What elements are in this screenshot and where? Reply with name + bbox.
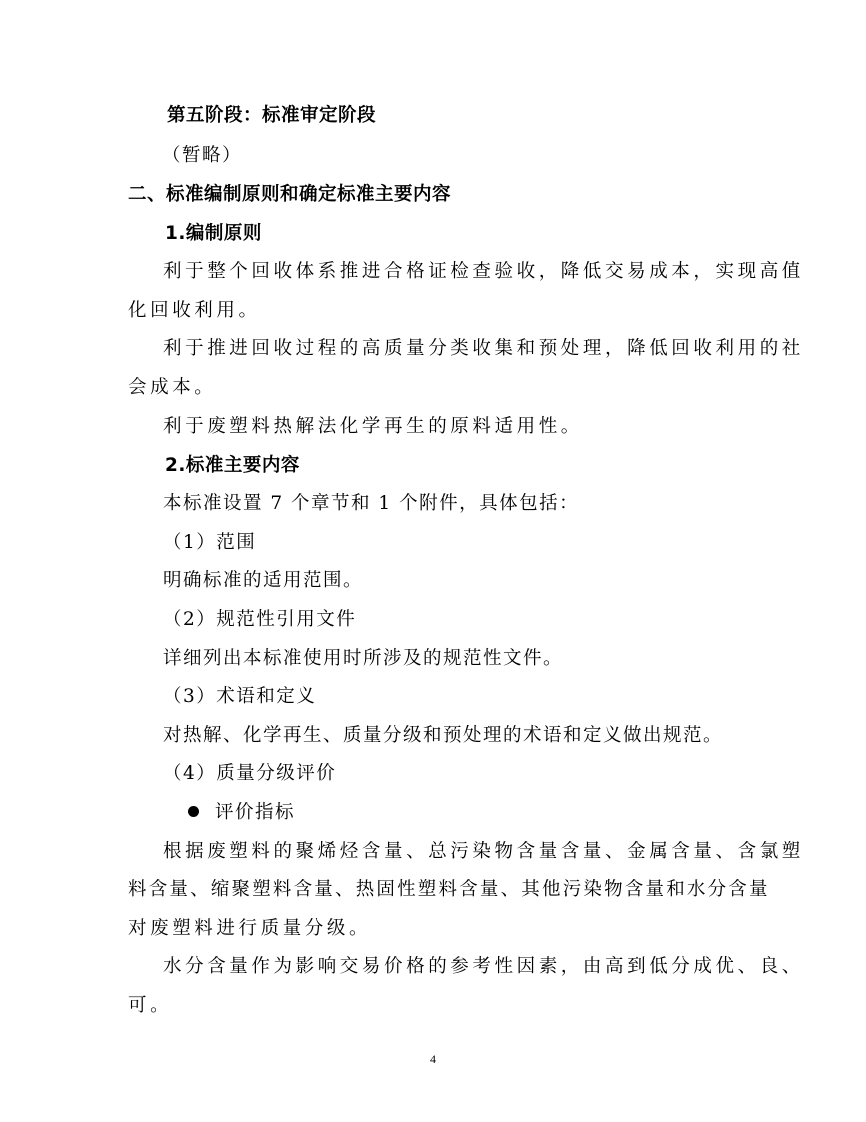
- principle3: 利于废塑料热解法化学再生的原料适用性。: [163, 416, 583, 437]
- quality-para-line1: 根据废塑料的聚烯烃含量、总污染物含量含量、金属含量、含氯塑: [163, 841, 804, 862]
- item3-title: （3）术语和定义: [163, 686, 317, 707]
- principle2-line2: 会成本。: [128, 377, 217, 398]
- stage5-heading: 第五阶段：标准审定阶段: [167, 105, 377, 126]
- item1-text: 明确标准的适用范围。: [163, 570, 364, 591]
- principle1-line1: 利于整个回收体系推进合格证检查验收，降低交易成本，实现高值: [163, 261, 804, 282]
- bullet-label: 评价指标: [215, 802, 296, 823]
- principle2-line1: 利于推进回收过程的高质量分类收集和预处理，降低回收利用的社: [163, 338, 804, 359]
- content-intro: 本标准设置 7 个章节和 1 个附件，具体包括：: [163, 493, 580, 514]
- quality-para-line2: 料含量、缩聚塑料含量、热固性塑料含量、其他污染物含量和水分含量: [128, 879, 770, 900]
- item3-text: 对热解、化学再生、质量分级和预处理的术语和定义做出规范。: [163, 725, 724, 746]
- moisture-para-line2: 可。: [128, 995, 173, 1016]
- item4-title: （4）质量分级评价: [163, 763, 337, 784]
- section2-heading: 二、标准编制原则和确定标准主要内容: [128, 184, 452, 205]
- stage5-note: （暂略）: [162, 145, 243, 166]
- moisture-para-line1: 水分含量作为影响交易价格的参考性因素，由高到低分成优、良、: [163, 956, 804, 977]
- item1-title: （1）范围: [163, 532, 257, 553]
- bullet-dot-icon: [188, 806, 199, 817]
- page-number: 4: [430, 1052, 436, 1066]
- content-heading: 2.标准主要内容: [165, 455, 300, 476]
- item2-title: （2）规范性引用文件: [163, 609, 357, 630]
- principle1-line2: 化回收利用。: [128, 300, 261, 321]
- quality-para-line3: 对废塑料进行质量分级。: [128, 918, 372, 939]
- principles-heading: 1.编制原则: [165, 223, 262, 244]
- item2-text: 详细列出本标准使用时所涉及的规范性文件。: [163, 648, 564, 669]
